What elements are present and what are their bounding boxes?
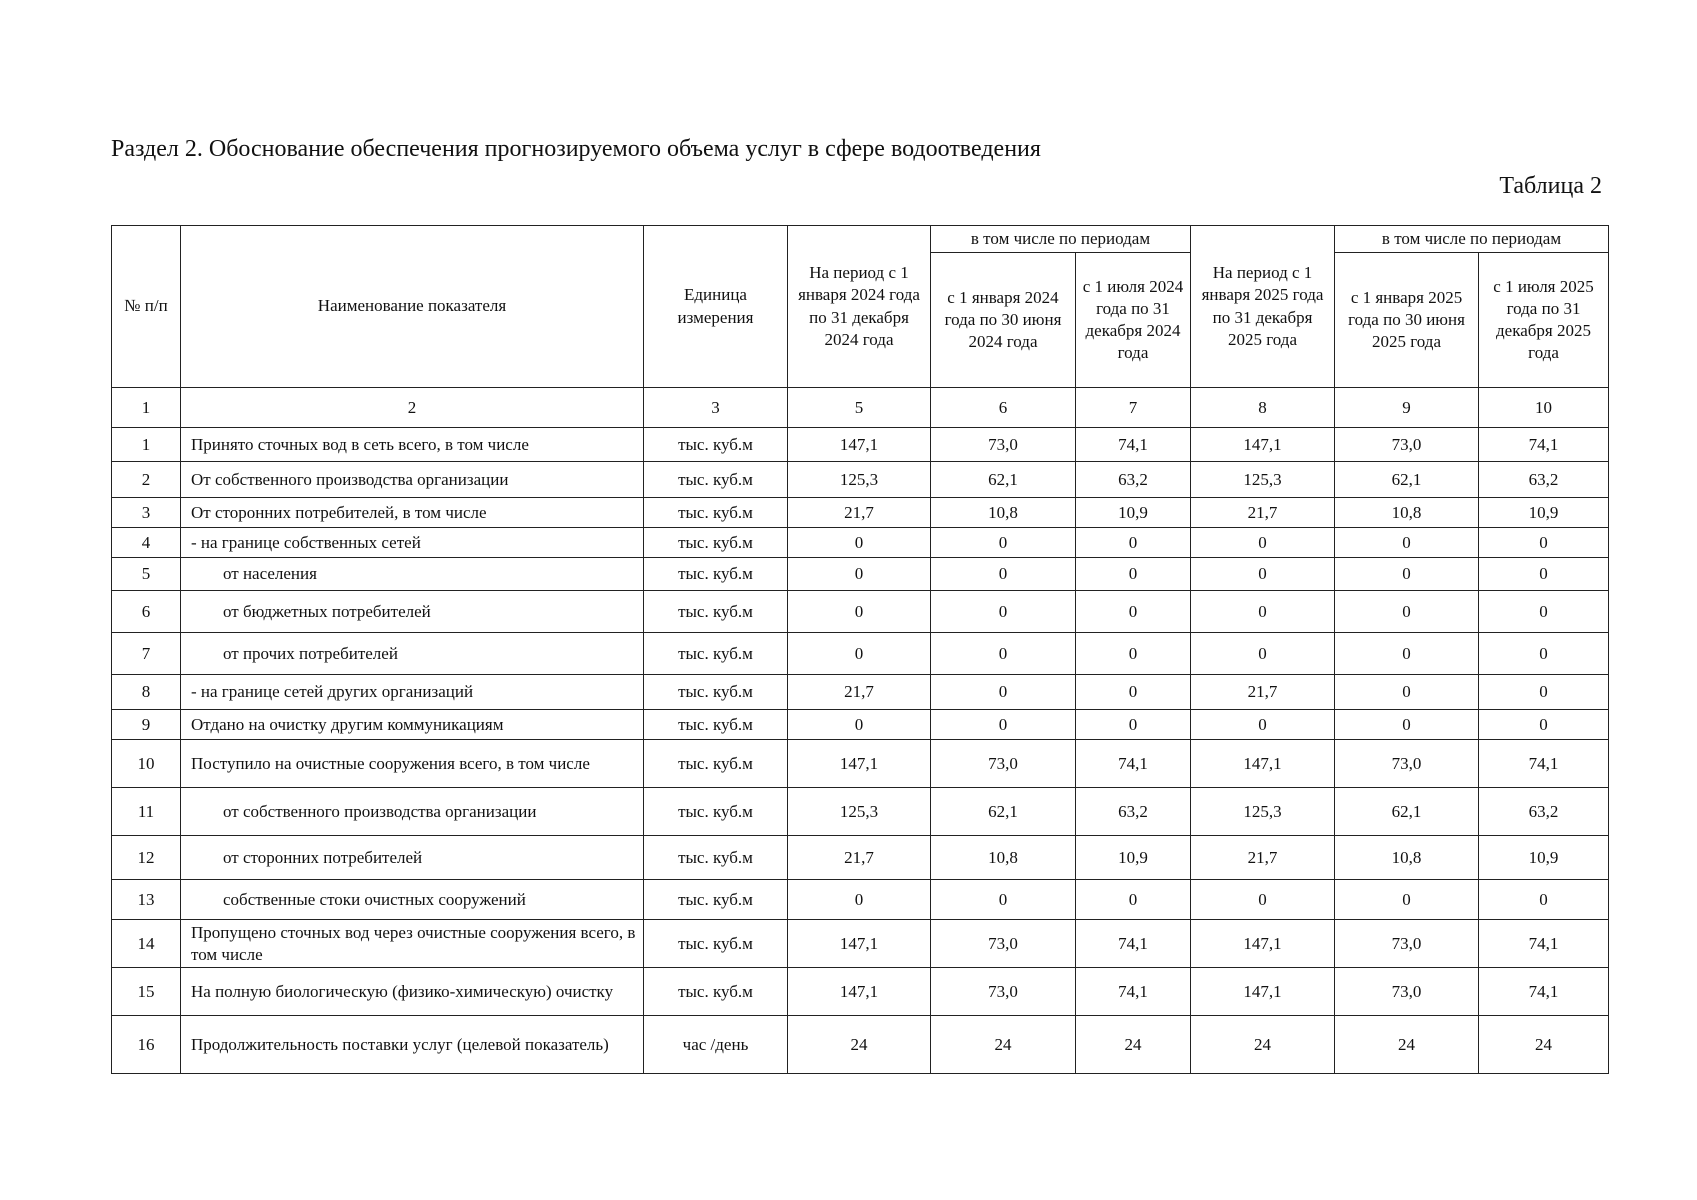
value-cell: 63,2 (1076, 788, 1191, 836)
header-num: № п/п (112, 226, 181, 388)
column-number: 1 (112, 388, 181, 428)
unit-cell: тыс. куб.м (644, 710, 788, 740)
unit-cell: тыс. куб.м (644, 528, 788, 558)
row-number: 16 (112, 1016, 181, 1074)
header-unit: Единица измерения (644, 226, 788, 388)
header-h1-2025: с 1 января 2025 года по 30 июня 2025 года (1335, 253, 1479, 388)
value-cell: 0 (788, 558, 931, 591)
unit-cell: час /день (644, 1016, 788, 1074)
column-number: 9 (1335, 388, 1479, 428)
value-cell: 0 (1479, 633, 1609, 675)
row-number: 6 (112, 591, 181, 633)
value-cell: 0 (1335, 675, 1479, 710)
indicator-name: от населения (181, 558, 644, 591)
value-cell: 0 (1076, 591, 1191, 633)
column-number: 7 (1076, 388, 1191, 428)
value-cell: 0 (931, 528, 1076, 558)
column-number: 8 (1191, 388, 1335, 428)
value-cell: 24 (1191, 1016, 1335, 1074)
unit-cell: тыс. куб.м (644, 462, 788, 498)
column-number: 10 (1479, 388, 1609, 428)
value-cell: 147,1 (788, 428, 931, 462)
value-cell: 125,3 (1191, 462, 1335, 498)
header-name: Наименование показателя (181, 226, 644, 388)
value-cell: 21,7 (788, 675, 931, 710)
value-cell: 0 (1479, 880, 1609, 920)
row-number: 9 (112, 710, 181, 740)
value-cell: 0 (1076, 633, 1191, 675)
value-cell: 0 (1335, 710, 1479, 740)
indicator-name: Принято сточных вод в сеть всего, в том числе (181, 428, 644, 462)
value-cell: 73,0 (1335, 920, 1479, 968)
value-cell: 10,9 (1076, 836, 1191, 880)
table-row (112, 920, 1609, 968)
table-row (112, 675, 1609, 710)
value-cell: 63,2 (1479, 462, 1609, 498)
indicator-name: - на границе сетей других организаций (181, 675, 644, 710)
value-cell: 0 (1335, 558, 1479, 591)
table-row (112, 462, 1609, 498)
value-cell: 0 (1335, 633, 1479, 675)
indicator-name: От собственного производства организации (181, 462, 644, 498)
value-cell: 0 (1191, 558, 1335, 591)
table-row (112, 498, 1609, 528)
header-h2-2024: с 1 июля 2024 года по 31 декабря 2024 года (1076, 253, 1191, 388)
table-row (112, 591, 1609, 633)
table-row (112, 968, 1609, 1016)
indicator-name: от прочих потребителей (181, 633, 644, 675)
row-number: 7 (112, 633, 181, 675)
value-cell: 74,1 (1479, 920, 1609, 968)
section-title: Раздел 2. Обоснование обеспечения прогнозируемого объема услуг в сфере водоотведения (111, 136, 1041, 162)
value-cell: 125,3 (788, 462, 931, 498)
column-number: 6 (931, 388, 1076, 428)
value-cell: 73,0 (1335, 740, 1479, 788)
value-cell: 74,1 (1479, 740, 1609, 788)
value-cell: 0 (1335, 880, 1479, 920)
value-cell: 10,9 (1076, 498, 1191, 528)
unit-cell: тыс. куб.м (644, 968, 788, 1016)
value-cell: 74,1 (1076, 968, 1191, 1016)
value-cell: 10,9 (1479, 836, 1609, 880)
value-cell: 74,1 (1479, 428, 1609, 462)
value-cell: 24 (1076, 1016, 1191, 1074)
row-number: 15 (112, 968, 181, 1016)
header-including-2024: в том числе по периодам (931, 226, 1191, 253)
table-row (112, 1016, 1609, 1074)
value-cell: 24 (1335, 1016, 1479, 1074)
value-cell: 10,8 (931, 836, 1076, 880)
value-cell: 0 (1479, 675, 1609, 710)
table-row (112, 880, 1609, 920)
value-cell: 0 (931, 591, 1076, 633)
header-period-2025: На период с 1 января 2025 года по 31 декабря 2025 года (1191, 226, 1335, 388)
value-cell: 125,3 (1191, 788, 1335, 836)
table-row (112, 740, 1609, 788)
indicator-name: от собственного производства организации (181, 788, 644, 836)
unit-cell: тыс. куб.м (644, 880, 788, 920)
value-cell: 62,1 (1335, 462, 1479, 498)
value-cell: 0 (1076, 675, 1191, 710)
indicator-name: От сторонних потребителей, в том числе (181, 498, 644, 528)
indicator-name: Поступило на очистные сооружения всего, в том числе (181, 740, 644, 788)
row-number: 3 (112, 498, 181, 528)
value-cell: 10,8 (1335, 498, 1479, 528)
row-number: 14 (112, 920, 181, 968)
row-number: 12 (112, 836, 181, 880)
value-cell: 73,0 (931, 740, 1076, 788)
value-cell: 0 (931, 675, 1076, 710)
unit-cell: тыс. куб.м (644, 920, 788, 968)
table-row (112, 788, 1609, 836)
value-cell: 21,7 (1191, 675, 1335, 710)
value-cell: 0 (788, 528, 931, 558)
unit-cell: тыс. куб.м (644, 675, 788, 710)
value-cell: 63,2 (1076, 462, 1191, 498)
value-cell: 0 (1076, 710, 1191, 740)
indicator-name: от сторонних потребителей (181, 836, 644, 880)
unit-cell: тыс. куб.м (644, 633, 788, 675)
table-row (112, 528, 1609, 558)
indicator-name: Пропущено сточных вод через очистные сооружения всего, в том числе (181, 920, 644, 968)
row-number: 2 (112, 462, 181, 498)
value-cell: 147,1 (788, 968, 931, 1016)
value-cell: 0 (788, 591, 931, 633)
table-row (112, 558, 1609, 591)
value-cell: 125,3 (788, 788, 931, 836)
value-cell: 74,1 (1479, 968, 1609, 1016)
value-cell: 74,1 (1076, 920, 1191, 968)
value-cell: 21,7 (788, 836, 931, 880)
value-cell: 24 (931, 1016, 1076, 1074)
table-body (112, 428, 1609, 1074)
value-cell: 0 (788, 880, 931, 920)
value-cell: 0 (1479, 710, 1609, 740)
header-h2-2025: с 1 июля 2025 года по 31 декабря 2025 года (1479, 253, 1609, 388)
row-number: 4 (112, 528, 181, 558)
value-cell: 0 (788, 710, 931, 740)
value-cell: 73,0 (931, 920, 1076, 968)
value-cell: 0 (1335, 528, 1479, 558)
value-cell: 147,1 (788, 920, 931, 968)
column-numbers-row (112, 388, 1609, 428)
table-row (112, 428, 1609, 462)
value-cell: 73,0 (931, 428, 1076, 462)
unit-cell: тыс. куб.м (644, 591, 788, 633)
table-row (112, 633, 1609, 675)
value-cell: 0 (788, 633, 931, 675)
value-cell: 21,7 (1191, 498, 1335, 528)
row-number: 10 (112, 740, 181, 788)
unit-cell: тыс. куб.м (644, 498, 788, 528)
value-cell: 73,0 (1335, 968, 1479, 1016)
value-cell: 21,7 (788, 498, 931, 528)
indicator-name: На полную биологическую (физико-химическую) очистку (181, 968, 644, 1016)
row-number: 8 (112, 675, 181, 710)
value-cell: 0 (1479, 591, 1609, 633)
unit-cell: тыс. куб.м (644, 788, 788, 836)
value-cell: 0 (1479, 558, 1609, 591)
value-cell: 62,1 (1335, 788, 1479, 836)
value-cell: 10,9 (1479, 498, 1609, 528)
value-cell: 0 (1191, 710, 1335, 740)
indicator-name: - на границе собственных сетей (181, 528, 644, 558)
value-cell: 0 (931, 558, 1076, 591)
value-cell: 73,0 (1335, 428, 1479, 462)
table-row (112, 710, 1609, 740)
unit-cell: тыс. куб.м (644, 740, 788, 788)
value-cell: 21,7 (1191, 836, 1335, 880)
indicator-name: Отдано на очистку другим коммуникациям (181, 710, 644, 740)
indicators-table (111, 225, 1609, 1074)
value-cell: 0 (1479, 528, 1609, 558)
value-cell: 0 (1076, 880, 1191, 920)
unit-cell: тыс. куб.м (644, 428, 788, 462)
table-row (112, 836, 1609, 880)
row-number: 11 (112, 788, 181, 836)
value-cell: 62,1 (931, 462, 1076, 498)
indicator-name: от бюджетных потребителей (181, 591, 644, 633)
value-cell: 73,0 (931, 968, 1076, 1016)
value-cell: 0 (931, 880, 1076, 920)
value-cell: 0 (1335, 591, 1479, 633)
column-number: 5 (788, 388, 931, 428)
value-cell: 0 (1076, 558, 1191, 591)
value-cell: 0 (1191, 591, 1335, 633)
column-number: 3 (644, 388, 788, 428)
header-period-2024: На период с 1 января 2024 года по 31 декабря 2024 года (788, 226, 931, 388)
row-number: 13 (112, 880, 181, 920)
value-cell: 147,1 (1191, 428, 1335, 462)
value-cell: 0 (1191, 528, 1335, 558)
value-cell: 74,1 (1076, 740, 1191, 788)
table-label: Таблица 2 (1499, 173, 1602, 199)
value-cell: 147,1 (1191, 740, 1335, 788)
row-number: 5 (112, 558, 181, 591)
header-including-2025: в том числе по периодам (1335, 226, 1609, 253)
unit-cell: тыс. куб.м (644, 558, 788, 591)
value-cell: 74,1 (1076, 428, 1191, 462)
value-cell: 62,1 (931, 788, 1076, 836)
header-h1-2024: с 1 января 2024 года по 30 июня 2024 года (931, 253, 1076, 388)
value-cell: 24 (1479, 1016, 1609, 1074)
indicator-name: собственные стоки очистных сооружений (181, 880, 644, 920)
value-cell: 0 (931, 633, 1076, 675)
value-cell: 0 (1191, 880, 1335, 920)
value-cell: 10,8 (931, 498, 1076, 528)
value-cell: 63,2 (1479, 788, 1609, 836)
row-number: 1 (112, 428, 181, 462)
value-cell: 0 (931, 710, 1076, 740)
value-cell: 24 (788, 1016, 931, 1074)
value-cell: 0 (1191, 633, 1335, 675)
value-cell: 147,1 (1191, 920, 1335, 968)
header-row-top (112, 226, 1609, 253)
column-number: 2 (181, 388, 644, 428)
value-cell: 0 (1076, 528, 1191, 558)
value-cell: 10,8 (1335, 836, 1479, 880)
value-cell: 147,1 (1191, 968, 1335, 1016)
unit-cell: тыс. куб.м (644, 836, 788, 880)
value-cell: 147,1 (788, 740, 931, 788)
indicator-name: Продолжительность поставки услуг (целевой показатель) (181, 1016, 644, 1074)
